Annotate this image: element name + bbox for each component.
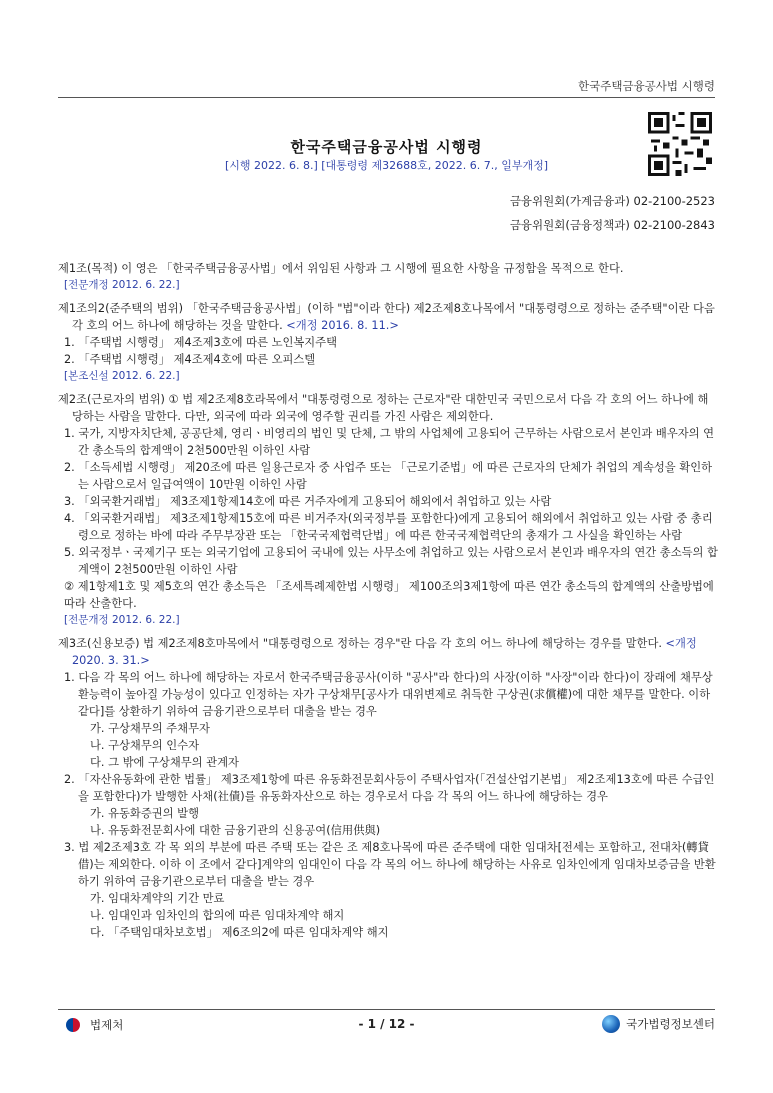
page-number: - 1 / 12 -	[358, 1017, 415, 1031]
sub-item: 가. 유동화증권의 발행	[90, 807, 199, 820]
list-item: 2. 「자산유동화에 관한 법률」 제3조제1항에 따른 유동화전문회사등이 주택사업자(「건설산업기본법」 제2조제13호에 따른 수급인을 포함한다)가 발행한 사채(社債)를 유동화자산으로 하는 경우로서 다음 각 목의 어느 하나에 해당하는 경우	[64, 773, 715, 803]
footer-right	[602, 1015, 715, 1033]
sub-item: 가. 임대차계약의 기간 만료	[90, 892, 225, 905]
sub-item: 다. 「주택임대차보호법」 제6조의2에 따른 임대차계약 해지	[90, 926, 389, 939]
document-subtitle: [시행 2022. 6. 8.] [대통령령 제32688호, 2022. 6. 7., 일부개정]	[224, 159, 549, 172]
footer-divider	[58, 1009, 715, 1010]
sub-item: 나. 임대인과 임차인의 합의에 따른 임대차계약 해지	[90, 909, 345, 922]
article-1	[58, 260, 718, 277]
article-1-2-amend: <개정 2016. 8. 11.>	[286, 319, 399, 332]
sub-item: 가. 구상채무의 주채무자	[90, 722, 210, 735]
article-1-2	[58, 300, 718, 334]
contact-1: 금융위원회(가계금융과) 02-2100-2523	[509, 194, 715, 208]
article-3-text: 법 제2조제8호마목에서 "대통령령으로 정하는 경우"란 다음 각 호의 어느 하나에 해당하는 경우를 말한다.	[139, 637, 666, 650]
article-1-2-note: [본조신설 2012. 6. 22.]	[64, 370, 180, 382]
sub-item: 나. 구상채무의 인수자	[90, 739, 199, 752]
globe-icon	[602, 1015, 620, 1033]
article-2-paragraph-2: ② 제1항제1호 및 제5호의 연간 총소득은 「조세특례제한법 시행령」 제100조의3제1항에 따른 연간 총소득의 합계액의 산출방법에 따라 산출한다.	[64, 580, 714, 610]
list-item: 3. 법 제2조제3호 각 목 외의 부분에 따른 주택 또는 같은 조 제8호나목에 따른 준주택에 대한 임대차[전세는 포함하고, 전대차(轉貸借)는 제외한다. 이하 이 조에서 같다]계약의 임대인이 다음 각 목의 어느 하나에 해당하는 사유로 임차인에게 임대차보증금을 반환하기 위하여 금융기관으로부터 대출을 받는 경우	[64, 841, 716, 888]
list-item: 4. 「외국환거래법」 제3조제1항제15호에 따른 비거주자(외국정부를 포함한다)에게 고용되어 해외에서 취업하고 있는 사람 중 총리령으로 정하는 바에 따라 주무부장관 또는 「한국국제협력단법」에 따른 한국국제협력단의 총재가 그 사실을 확인하는 사람	[64, 512, 713, 542]
article-1-2-number: 제1조의2(준주택의 범위)	[58, 302, 183, 315]
document-body	[58, 260, 718, 941]
list-item: 1. 다음 각 목의 어느 하나에 해당하는 자로서 한국주택금융공사(이하 "공사"라 한다)의 사장(이하 "사장"이라 한다)이 장래에 채무상환능력이 높아질 가능성이 있다고 인정하는 자가 구상채무[공사가 대위변제로 취득한 구상권(求償權)에 대한 채무를 말한다. 이하 같다]를 상환하기 위하여 금융기관으로부터 대출을 받는 경우	[64, 671, 713, 718]
article-2	[58, 391, 718, 425]
footer-center-name: 국가법령정보센터	[626, 1017, 715, 1031]
list-item: 5. 외국정부ㆍ국제기구 또는 외국기업에 고용되어 국내에 있는 사무소에 취업하고 있는 사람으로서 본인과 배우자의 연간 총소득의 합계액이 2천500만원 이하인 사람	[64, 546, 718, 576]
list-item: 1. 국가, 지방자치단체, 공공단체, 영리ㆍ비영리의 법인 및 단체, 그 밖의 사업체에 고용되어 근무하는 사람으로서 본인과 배우자의 연간 총소득의 합계액이 2천500만원 이하인 사람	[64, 427, 715, 457]
article-2-text: ① 법 제2조제8호라목에서 "대통령령으로 정하는 근로자"란 대한민국 국민으로서 다음 각 호의 어느 하나에 해당하는 사람을 말한다. 다만, 외국에 따라 외국에 영주할 권리를 가진 사람은 제외한다.	[72, 393, 709, 423]
article-1-2-text: 「한국주택금융공사법」(이하 "법"이라 한다) 제2조제8호나목에서 "대통령령으로 정하는 준주택"이란 다음 각 호의 어느 하나에 해당하는 것을 말한다.	[72, 302, 715, 332]
article-2-number: 제2조(근로자의 범위)	[58, 393, 165, 406]
sub-item: 다. 그 밖에 구상채무의 관계자	[90, 756, 239, 769]
article-1-number: 제1조(목적)	[58, 262, 118, 275]
article-3-amend: <개정 2020. 3. 31.>	[72, 637, 697, 667]
sub-item: 나. 유동화전문회사에 대한 금융기관의 신용공여(信用供與)	[90, 824, 381, 837]
header-doc-title: 한국주택금융공사법 시행령	[578, 79, 715, 93]
article-1-text: 이 영은 「한국주택금융공사법」에서 위임된 사항과 그 시행에 필요한 사항을 규정함을 목적으로 한다.	[117, 262, 624, 275]
article-3	[58, 635, 718, 669]
list-item: 2. 「주택법 시행령」 제4조제4호에 따른 오피스텔	[64, 353, 316, 366]
header-divider	[58, 97, 715, 98]
list-item: 1. 「주택법 시행령」 제4조제3호에 따른 노인복지주택	[64, 336, 338, 349]
list-item: 2. 「소득세법 시행령」 제20조에 따른 일용근로자 중 사업주 또는 「근로기준법」에 따른 근로자의 단체가 취업의 계속성을 확인하는 사람으로서 일급여액이 10만원 이하인 사람	[64, 461, 713, 491]
list-item: 3. 「외국환거래법」 제3조제1항제14호에 따른 거주자에게 고용되어 해외에서 취업하고 있는 사람	[64, 495, 552, 508]
contact-2: 금융위원회(금융정책과) 02-2100-2843	[509, 218, 715, 232]
document-title: 한국주택금융공사법 시행령	[290, 138, 483, 156]
article-2-note: [전문개정 2012. 6. 22.]	[64, 614, 180, 626]
footer-agency: 법제처	[90, 1018, 124, 1032]
article-3-number: 제3조(신용보증)	[58, 637, 140, 650]
article-1-note: [전문개정 2012. 6. 22.]	[64, 279, 180, 291]
